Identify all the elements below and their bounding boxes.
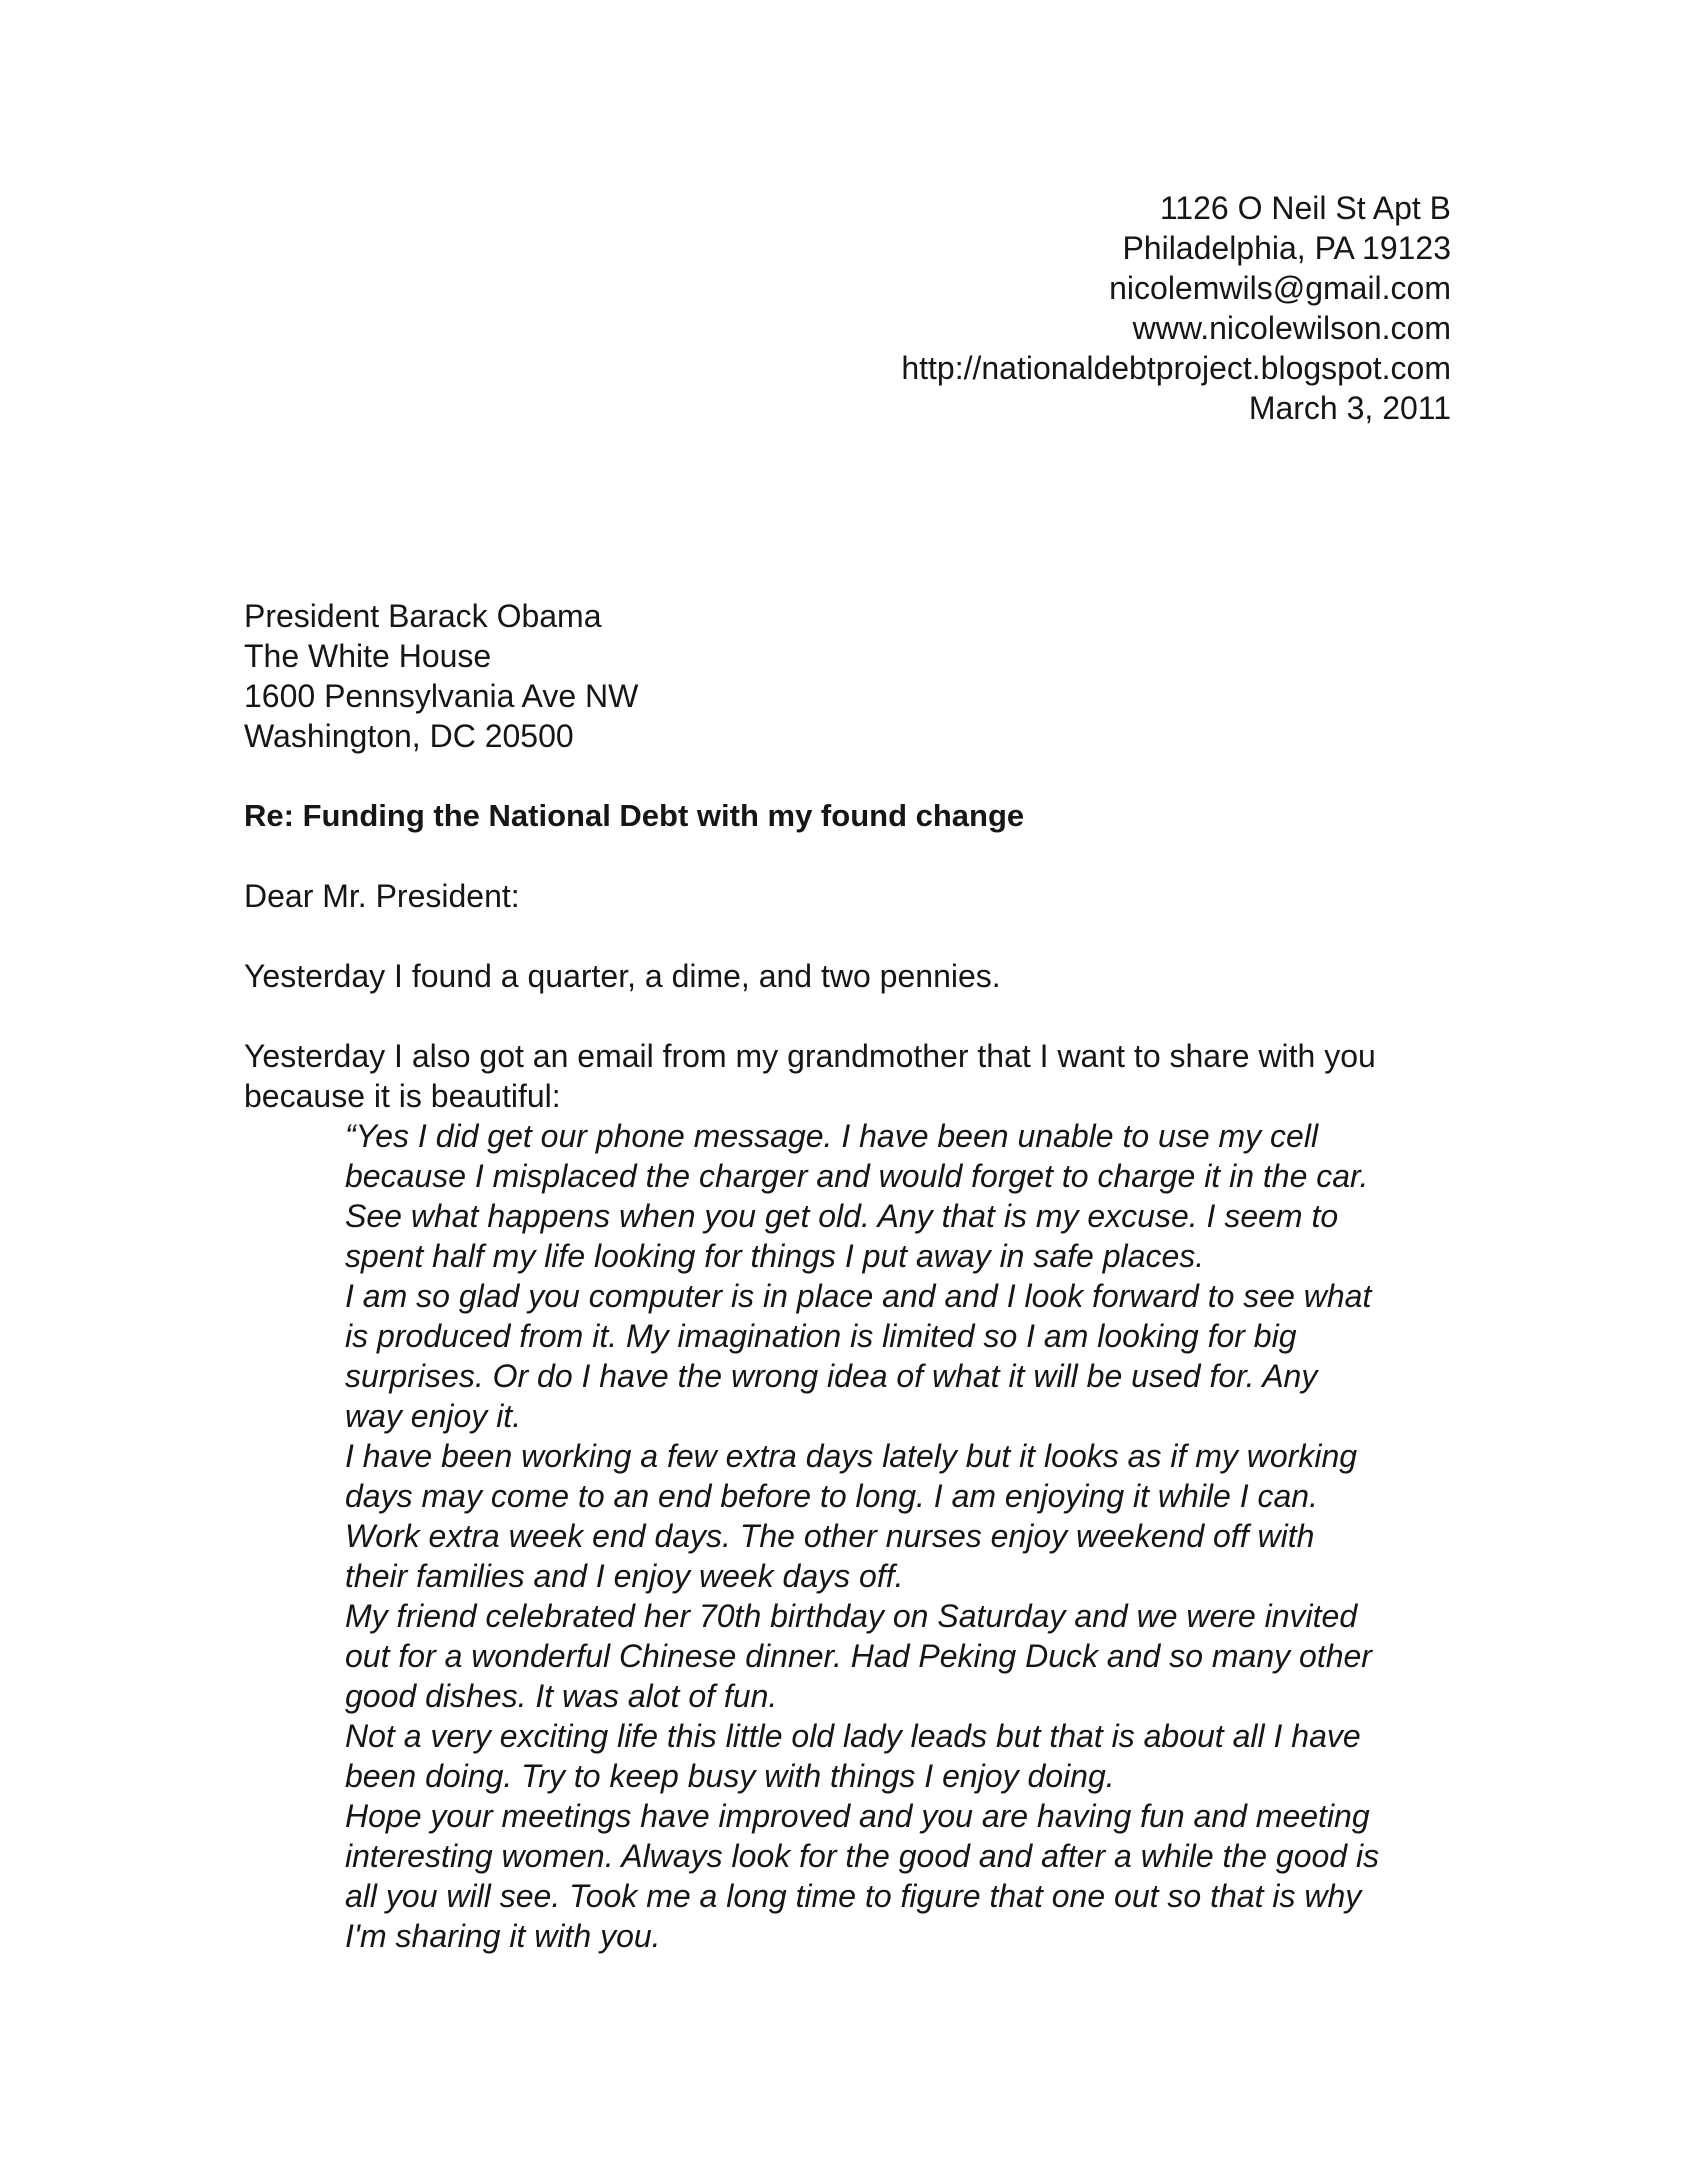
paragraph-found-change: Yesterday I found a quarter, a dime, and two pennies.: [244, 958, 1001, 994]
quote-line: Hope your meetings have improved and you are having fun and meeting: [345, 1798, 1370, 1834]
quote-line: spent half my life looking for things I put away in safe places.: [345, 1238, 1205, 1274]
quote-line: because I misplaced the charger and would forget to charge it in the car.: [345, 1158, 1369, 1194]
quote-line: interesting women. Always look for the good and after a while the good is: [345, 1838, 1380, 1874]
sender-address-block: [901, 188, 1451, 428]
quote-line: out for a wonderful Chinese dinner. Had Peking Duck and so many other: [345, 1638, 1372, 1674]
quote-line: all you will see. Took me a long time to figure that one out so that is why: [345, 1878, 1362, 1914]
sender-website: www.nicolewilson.com: [1132, 310, 1451, 346]
quote-line: Work extra week end days. The other nurses enjoy weekend off with: [345, 1518, 1315, 1554]
quote-line: My friend celebrated her 70th birthday on Saturday and we were invited: [345, 1598, 1358, 1634]
quote-line: been doing. Try to keep busy with things I enjoy doing.: [345, 1758, 1115, 1794]
recipient-city: Washington, DC 20500: [244, 718, 574, 754]
sender-street: 1126 O Neil St Apt B: [1159, 190, 1451, 226]
quote-line: I am so glad you computer is in place and and I look forward to see what: [345, 1278, 1372, 1314]
quote-line: I'm sharing it with you.: [345, 1918, 661, 1954]
recipient-address-block: [244, 596, 638, 756]
grandmother-email-quote: [345, 1116, 1475, 1956]
recipient-street: 1600 Pennsylvania Ave NW: [244, 678, 639, 714]
paragraph-line: Yesterday I also got an email from my grandmother that I want to share with you: [244, 1038, 1376, 1074]
salutation: Dear Mr. President:: [244, 878, 520, 914]
letter-date: March 3, 2011: [1248, 390, 1451, 426]
paragraph-line: because it is beautiful:: [244, 1078, 561, 1114]
quote-line: good dishes. It was alot of fun.: [345, 1678, 778, 1714]
paragraph-grandmother-email: [244, 1036, 1464, 1116]
quote-line: surprises. Or do I have the wrong idea of what it will be used for. Any: [345, 1358, 1318, 1394]
quote-line: days may come to an end before to long. I am enjoying it while I can.: [345, 1478, 1318, 1514]
quote-line: See what happens when you get old. Any that is my excuse. I seem to: [345, 1198, 1339, 1234]
recipient-organization: The White House: [244, 638, 492, 674]
sender-email: nicolemwils@gmail.com: [1109, 270, 1451, 306]
quote-line: is produced from it. My imagination is limited so I am looking for big: [345, 1318, 1297, 1354]
quote-line: Not a very exciting life this little old lady leads but that is about all I have: [345, 1718, 1361, 1754]
quote-line: I have been working a few extra days lately but it looks as if my working: [345, 1438, 1358, 1474]
sender-city: Philadelphia, PA 19123: [1122, 230, 1451, 266]
quote-line: “Yes I did get our phone message. I have been unable to use my cell: [345, 1118, 1319, 1154]
subject-line: Re: Funding the National Debt with my found change: [244, 798, 1025, 833]
recipient-name: President Barack Obama: [244, 598, 602, 634]
quote-line: their families and I enjoy week days off.: [345, 1558, 904, 1594]
sender-blog: http://nationaldebtproject.blogspot.com: [901, 350, 1451, 386]
quote-line: way enjoy it.: [345, 1398, 522, 1434]
